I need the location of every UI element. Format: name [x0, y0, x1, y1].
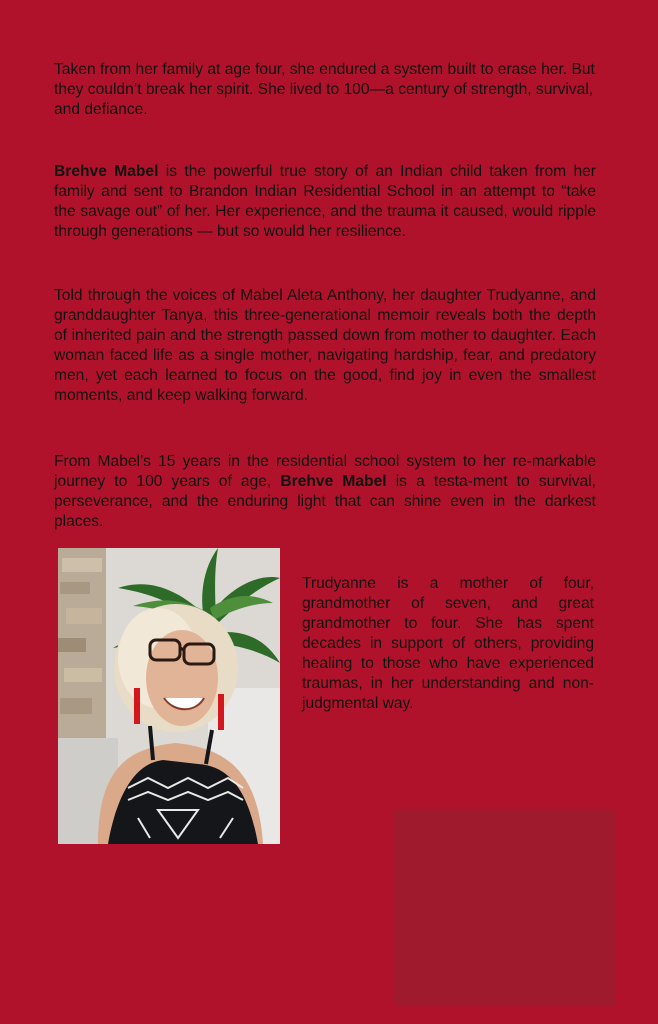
author-bio: Trudyanne is a mother of four, grandmother of seven, and great grandmother to four. She has spent decades in support of others, providing healing to those who have experienced traumas, in her understanding and non-judgmental way. [302, 575, 594, 712]
barcode-area [394, 810, 616, 1006]
synopsis-text-3a: From Mabel’s 15 years in the residential school system to her re-markable journey to 100 years of age, [54, 453, 596, 490]
book-title: Brehve Mabel [280, 473, 387, 490]
synopsis-paragraph-1 [54, 162, 596, 242]
author-photo [58, 548, 280, 844]
tagline: Taken from her family at age four, she endured a system built to erase her. But they couldn’t break her spirit. She lived to 100—a century of strength, survival, and defiance. [54, 61, 595, 118]
synopsis-text-1: is the powerful true story of an Indian child taken from her family and sent to Brandon Indian Residential School in an attempt to “take the savage out” of her. Her experience, and the trauma it caused, would ripple through generations — but so would her resilience. [54, 163, 596, 240]
book-title: Brehve Mabel [54, 163, 159, 180]
synopsis-paragraph-3 [54, 452, 596, 532]
synopsis-text-3b: is a testa-ment to survival, perseverance, and the enduring light that can shine even in the darkest places. [54, 473, 596, 530]
synopsis-paragraph-2: Told through the voices of Mabel Aleta Anthony, her daughter Trudyanne, and granddaughter Tanya, this three-generational memoir reveals both the depth of inherited pain and the strength passed down from mother to daughter. Each woman faced life as a single mother, navigating hardship, fear, and predatory men, yet each learned to focus on the good, find joy in even the smallest moments, and keep walking forward. [54, 287, 596, 404]
